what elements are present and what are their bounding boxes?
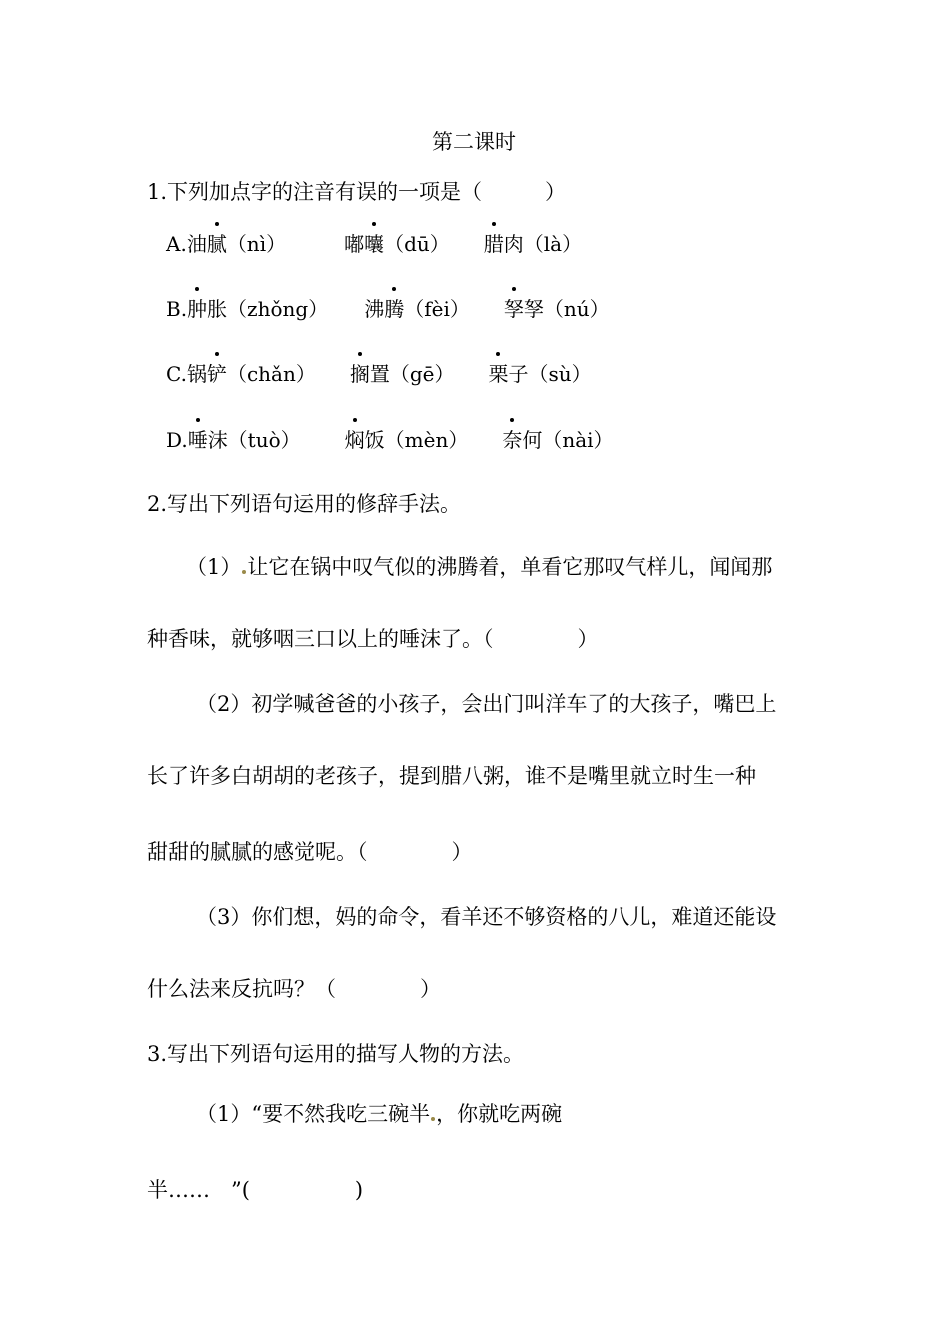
dotted-char: 囔 (364, 232, 385, 256)
q2-sentence-2-line-1: （2）初学喊爸爸的小孩子，会出门叫洋车了的大孩子，嘴巴上 (196, 692, 777, 716)
text: 置（gē） (369, 362, 455, 386)
option-c-item-2 (350, 362, 455, 386)
dotted-char: 栗 (488, 362, 509, 386)
option-c-label: C. (166, 362, 187, 386)
q3-sentence-1-line-1 (196, 1100, 562, 1128)
mark-dot (431, 1117, 435, 1121)
option-c-item-1 (187, 362, 316, 386)
option-a-label: A. (166, 232, 187, 256)
q2-sentence-3-line-2: 什么法来反抗吗？（ ） (147, 977, 441, 1001)
dotted-char: 奈 (502, 428, 523, 452)
text: （fèi） (404, 297, 470, 321)
dotted-char: 腻 (206, 232, 227, 256)
q2-sentence-2-line-3: 甜甜的腻腻的感觉呢。（ ） (147, 840, 473, 864)
text: 油 (186, 232, 207, 256)
text: 沫（tuò） (207, 428, 301, 452)
question-2-stem: 2.写出下列语句运用的修辞手法。 (147, 492, 462, 516)
text: 孥（nú） (523, 297, 610, 321)
option-b-item-2 (364, 297, 470, 321)
q2-sentence-1-line-1 (186, 553, 772, 581)
text: 让它在锅中叹气似的沸腾着，单看它那叹气样儿，闻闻那 (247, 555, 773, 579)
option-d-item-2 (345, 428, 469, 452)
option-b (166, 295, 610, 323)
option-a (166, 230, 582, 258)
option-d-label: D. (166, 428, 188, 452)
option-b-item-1 (187, 297, 328, 321)
option-b-item-3 (504, 297, 610, 321)
text: （chǎn） (226, 362, 316, 386)
option-a-item-3 (484, 232, 582, 256)
text: （nì） (226, 232, 287, 256)
option-c (166, 360, 592, 388)
text: 沸 (364, 297, 385, 321)
question-1-stem: 1.下列加点字的注音有误的一项是（ ） (147, 180, 567, 204)
text: 嘟 (344, 232, 365, 256)
text: （1）“要不然我吃三碗半 (196, 1102, 431, 1126)
item-number: （1） (186, 555, 242, 579)
text: ，你就吃两碗 (436, 1102, 563, 1126)
q2-sentence-3-line-1: （3）你们想，妈的命令，看羊还不够资格的八儿，难道还能设 (196, 905, 777, 929)
option-b-label: B. (166, 297, 188, 321)
dotted-char: 腾 (384, 297, 405, 321)
q2-sentence-2-line-2: 长了许多白胡胡的老孩子，提到腊八粥，谁不是嘴里就立时生一种 (147, 764, 756, 788)
dotted-char: 焖 (344, 428, 365, 452)
q2-sentence-1-line-2: 种香味，就够咽三口以上的唾沫了。（ ） (147, 627, 599, 651)
text: 胀（zhǒng） (207, 297, 329, 321)
question-3-stem: 3.写出下列语句运用的描写人物的方法。 (147, 1042, 525, 1066)
dotted-char: 肿 (187, 297, 208, 321)
option-a-item-2 (344, 232, 450, 256)
dotted-char: 搁 (349, 362, 370, 386)
page-title: 第二课时 (432, 130, 516, 154)
text: 子（sù） (508, 362, 592, 386)
option-c-item-3 (488, 362, 591, 386)
dotted-char: 孥 (503, 297, 524, 321)
text: 肉（là） (503, 232, 583, 256)
dotted-char: 腊 (483, 232, 504, 256)
text: 何（nài） (522, 428, 614, 452)
option-d (166, 426, 614, 454)
text: 锅 (186, 362, 207, 386)
text: 饭（mèn） (364, 428, 469, 452)
option-a-item-1 (187, 232, 286, 256)
dotted-char: 唾 (187, 428, 208, 452)
mark-dot (242, 570, 246, 574)
q3-sentence-1-line-2: 半…… ”( ) (147, 1178, 364, 1202)
text: （dū） (384, 232, 450, 256)
dotted-char: 铲 (206, 362, 227, 386)
option-d-item-1 (188, 428, 301, 452)
option-d-item-3 (502, 428, 613, 452)
